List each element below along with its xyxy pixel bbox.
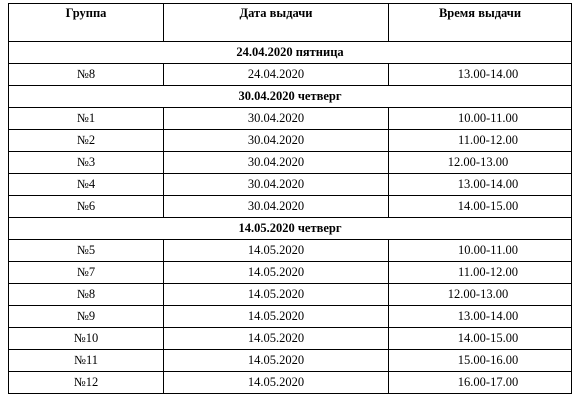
table-row: [9, 196, 572, 218]
time-cell: [389, 240, 572, 262]
time-value: 14.00-15.00: [457, 199, 519, 213]
table-row: [9, 284, 572, 306]
time-value: 12.00-13.00: [447, 155, 509, 169]
time-value: 11.00-12.00: [458, 265, 518, 279]
time-cell: [389, 152, 572, 174]
header-row: [9, 4, 572, 42]
time-cell: [389, 174, 572, 196]
date-cell: 30.04.2020: [164, 152, 389, 174]
date-cell: 30.04.2020: [164, 130, 389, 152]
time-value: 14.00-15.00: [457, 331, 519, 345]
time-cell: [389, 262, 572, 284]
section-title: 30.04.2020 четверг: [9, 86, 572, 108]
date-cell: 24.04.2020: [164, 64, 389, 86]
table-row: [9, 328, 572, 350]
group-cell: №12: [9, 372, 164, 394]
header-group: Группа: [9, 4, 164, 42]
group-cell: №10: [9, 328, 164, 350]
date-cell: 14.05.2020: [164, 240, 389, 262]
date-cell: 30.04.2020: [164, 196, 389, 218]
group-cell: №6: [9, 196, 164, 218]
time-value: 12.00-13.00: [447, 287, 509, 301]
time-cell: [389, 350, 572, 372]
header-time: Время выдачи: [389, 4, 572, 42]
date-cell: 14.05.2020: [164, 306, 389, 328]
group-cell: №2: [9, 130, 164, 152]
time-value: 10.00-11.00: [458, 243, 518, 257]
group-cell: №9: [9, 306, 164, 328]
table-row: [9, 152, 572, 174]
section-header-row: [9, 218, 572, 240]
date-cell: 14.05.2020: [164, 372, 389, 394]
time-value: 13.00-14.00: [457, 177, 519, 191]
section-header-row: [9, 42, 572, 64]
group-cell: №4: [9, 174, 164, 196]
time-value: 16.00-17.00: [457, 375, 519, 389]
section-title: 24.04.2020 пятница: [9, 42, 572, 64]
time-cell: [389, 328, 572, 350]
group-cell: №8: [9, 64, 164, 86]
date-cell: 14.05.2020: [164, 328, 389, 350]
table-row: [9, 372, 572, 394]
schedule-body: [9, 42, 572, 394]
table-row: [9, 174, 572, 196]
time-cell: [389, 108, 572, 130]
table-row: [9, 306, 572, 328]
time-cell: [389, 130, 572, 152]
table-row: [9, 240, 572, 262]
time-cell: [389, 284, 572, 306]
header-date: Дата выдачи: [164, 4, 389, 42]
group-cell: №1: [9, 108, 164, 130]
time-value: 10.00-11.00: [458, 111, 518, 125]
time-value: 11.00-12.00: [458, 133, 518, 147]
date-cell: 14.05.2020: [164, 262, 389, 284]
table-row: [9, 130, 572, 152]
schedule-table: [8, 3, 572, 394]
group-cell: №5: [9, 240, 164, 262]
table-row: [9, 350, 572, 372]
table-row: [9, 64, 572, 86]
time-cell: [389, 196, 572, 218]
date-cell: 14.05.2020: [164, 284, 389, 306]
time-cell: [389, 64, 572, 86]
time-value: 13.00-14.00: [457, 309, 519, 323]
time-value: 13.00-14.00: [457, 67, 519, 81]
group-cell: №3: [9, 152, 164, 174]
group-cell: №7: [9, 262, 164, 284]
section-title: 14.05.2020 четверг: [9, 218, 572, 240]
date-cell: 14.05.2020: [164, 350, 389, 372]
table-row: [9, 108, 572, 130]
group-cell: №11: [9, 350, 164, 372]
time-cell: [389, 306, 572, 328]
time-cell: [389, 372, 572, 394]
time-value: 15.00-16.00: [457, 353, 519, 367]
section-header-row: [9, 86, 572, 108]
table-row: [9, 262, 572, 284]
date-cell: 30.04.2020: [164, 108, 389, 130]
date-cell: 30.04.2020: [164, 174, 389, 196]
group-cell: №8: [9, 284, 164, 306]
